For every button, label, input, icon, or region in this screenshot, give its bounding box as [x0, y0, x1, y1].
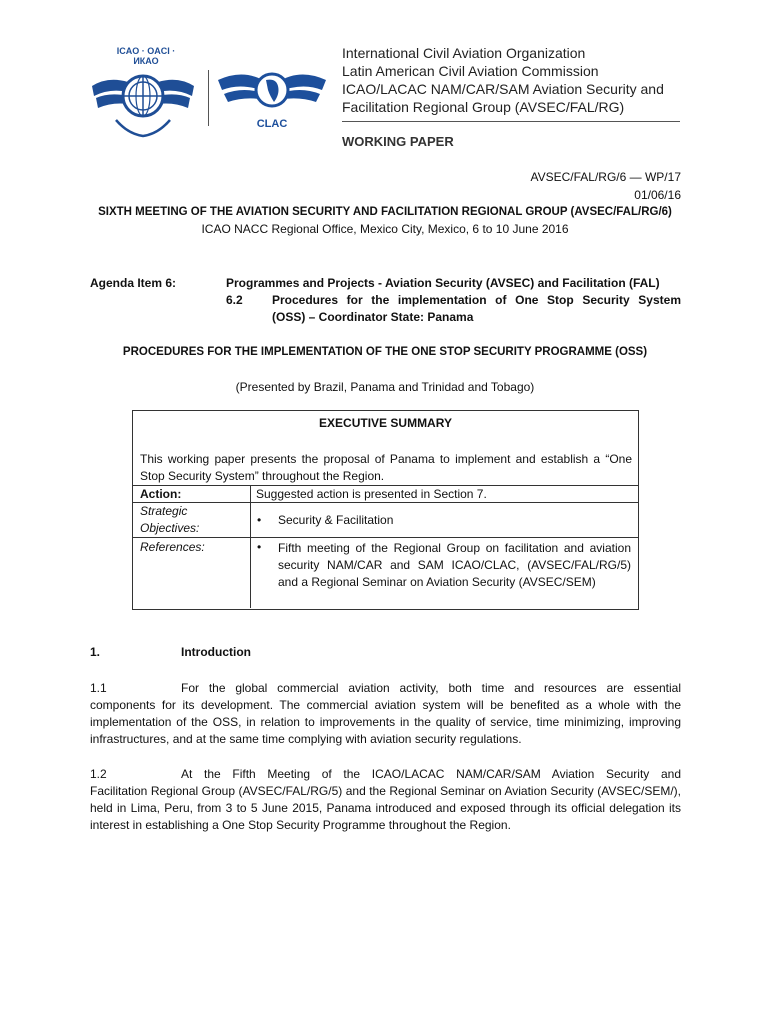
org-header	[342, 44, 682, 116]
paragraph-1-1	[90, 680, 681, 748]
agenda-subnumber: 6.2	[226, 293, 243, 307]
meeting-location: ICAO NACC Regional Office, Mexico City, Mexico, 6 to 10 June 2016	[201, 222, 569, 236]
agenda-subtitle-line2: (OSS) – Coordinator State: Panama	[272, 310, 474, 324]
agenda-subtitle-line1: Procedures for the implementation of One Stop Security System	[272, 293, 681, 307]
logo-divider	[208, 70, 209, 126]
paper-title: PROCEDURES FOR THE IMPLEMENTATION OF THE ONE STOP SECURITY PROGRAMME (OSS)	[122, 346, 648, 358]
objectives-value: Security & Facilitation	[278, 513, 394, 527]
paragraph-1-2-number: 1.2	[90, 767, 107, 781]
paragraph-1-2-first-line: At the Fifth Meeting of the ICAO/LACAC NAM/CAR/SAM Aviation Security and	[181, 767, 681, 781]
executive-summary-heading: EXECUTIVE SUMMARY	[319, 416, 452, 430]
references-label: References:	[140, 540, 205, 554]
clac-logo-text: CLAC	[256, 118, 288, 130]
section-title: Introduction	[181, 645, 251, 659]
agenda-title: Programmes and Projects - Aviation Security (AVSEC) and Facilitation (FAL)	[226, 276, 660, 290]
objectives-label: Strategic Objectives:	[140, 504, 200, 535]
references-value: Fifth meeting of the Regional Group on facilitation and aviation security NAM/CAR and SAM ICAO/CLAC, (AVSEC/FAL/RG/5) and a Regional Seminar on Aviation Security (AVSEC/SEM)	[278, 541, 631, 589]
agenda-label: Agenda Item 6:	[90, 276, 177, 290]
table-column-rule	[250, 485, 251, 608]
references-row-top-rule	[133, 537, 638, 538]
executive-summary-body: This working paper presents the proposal of Panama to implement and establish a “One Stop Security System” throughout the Region.	[140, 452, 632, 483]
paragraph-1-1-text: components for its development. The commercial aviation system will be benefited as a whole with the implementation of the OSS, in relation to improvements in the quality of service, time minimizing, improving infrastructures, and at the same time complying with aviation security regulations.	[90, 698, 681, 746]
clac-logo	[216, 62, 328, 132]
paragraph-1-2-text: Facilitation Regional Group (AVSEC/FAL/RG/5) and the Regional Seminar on Aviation Security (AVSEC/SEM/), held in Lima, Peru, from 3 to 5 June 2015, Panama introduced and exposed through its official delegation its interest in establishing a One Stop Security Programme throughout the Region.	[90, 784, 681, 832]
action-label: Action:	[140, 487, 182, 501]
paragraph-1-2	[90, 766, 681, 834]
action-value: Suggested action is presented in Section 7.	[256, 487, 487, 501]
section-number: 1.	[90, 645, 101, 659]
doc-date: 01/06/16	[634, 188, 681, 202]
org-line-3: ICAO/LACAC NAM/CAR/SAM Aviation Security and	[342, 81, 664, 97]
icao-logo-text: ICAO · OACI · ИКАО	[116, 46, 176, 66]
org-line-2: Latin American Civil Aviation Commission	[342, 63, 599, 79]
clac-emblem-icon	[216, 62, 328, 118]
doc-type: WORKING PAPER	[342, 134, 454, 149]
paragraph-1-1-first-line: For the global commercial aviation activity, both time and resources are essential	[181, 681, 681, 695]
icao-logo	[88, 46, 198, 142]
org-line-1: International Civil Aviation Organization	[342, 45, 586, 61]
paragraph-1-1-number: 1.1	[90, 681, 107, 695]
org-line-4: Facilitation Regional Group (AVSEC/FAL/RG)	[342, 99, 625, 115]
meeting-title: SIXTH MEETING OF THE AVIATION SECURITY AND FACILITATION REGIONAL GROUP (AVSEC/FAL/RG/6)	[98, 206, 672, 218]
presented-by: (Presented by Brazil, Panama and Trinidad and Tobago)	[235, 380, 535, 394]
objectives-bullet: •	[257, 513, 262, 527]
header-rule	[342, 121, 680, 122]
action-row-top-rule	[133, 485, 638, 486]
doc-reference: AVSEC/FAL/RG/6 — WP/17	[530, 170, 681, 184]
references-bullet: •	[257, 540, 262, 554]
